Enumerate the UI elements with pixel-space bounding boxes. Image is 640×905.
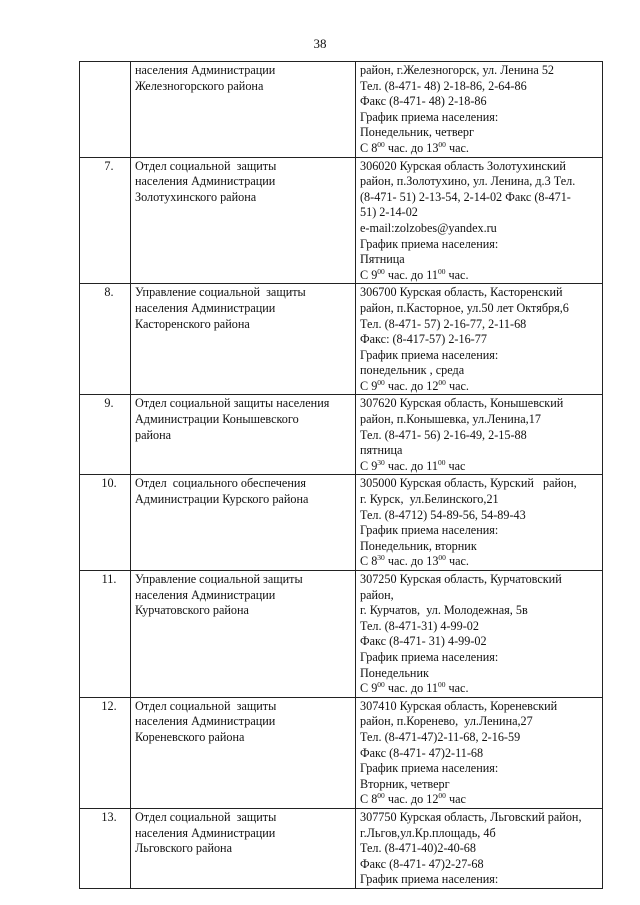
contact-line: Факс: (8-417-57) 2-16-77 <box>360 332 487 347</box>
contact-line: понедельник , среда <box>360 363 465 378</box>
hours-from-minutes: 00 <box>377 791 385 801</box>
office-name-cell <box>131 157 356 284</box>
contact-line: (8-471- 51) 2-13-54, 2-14-02 Факс (8-471- <box>360 189 571 204</box>
hours-to-hour: 11 <box>426 681 438 696</box>
contact-line: 307750 Курская область, Льговский район, <box>360 809 582 824</box>
office-name-line: Администрации Конышевского <box>135 412 299 427</box>
office-name-line: населения Администрации <box>135 300 276 315</box>
contact-line: 305000 Курская область, Курский район, <box>360 476 577 491</box>
row-number-cell <box>80 395 131 475</box>
contact-line: Понедельник, вторник <box>360 538 477 553</box>
contact-line: График приема населения: <box>360 109 499 124</box>
hours-separator: час. до <box>384 681 427 696</box>
row-number-cell <box>80 808 131 888</box>
hours-from-hour: 9 <box>371 458 378 473</box>
hours-suffix: час. <box>448 378 469 393</box>
table-body <box>80 62 603 889</box>
page-number: 38 <box>313 36 327 51</box>
office-name-line: Отдел социального обеспечения <box>135 476 306 491</box>
contact-line: График приема населения: <box>360 523 499 538</box>
office-name-line: Курчатовского района <box>135 603 249 618</box>
hours-suffix: час. <box>448 681 469 696</box>
reception-hours <box>360 268 598 284</box>
contact-line: 51) 2-14-02 <box>360 205 418 220</box>
office-contact-cell <box>356 808 603 888</box>
contact-line: Тел. (8-471-31) 4-99-02 <box>360 618 479 633</box>
office-name-line: Золотухинского района <box>135 189 257 204</box>
hours-suffix: час <box>448 458 466 473</box>
hours-from-minutes: 30 <box>377 457 385 467</box>
office-contact-cell <box>356 395 603 475</box>
hours-prefix: С <box>360 140 372 155</box>
row-number: 12. <box>101 698 117 713</box>
contact-line: 307410 Курская область, Кореневский <box>360 698 558 713</box>
hours-from-minutes: 00 <box>377 680 385 690</box>
contact-line: Тел. (8-471- 57) 2-16-77, 2-11-68 <box>360 316 527 331</box>
contact-line: Факс (8-471- 48) 2-18-86 <box>360 94 487 109</box>
social-protection-offices-table <box>79 61 603 889</box>
contact-line: Факс (8-471- 31) 4-99-02 <box>360 634 487 649</box>
hours-to-hour: 12 <box>426 378 439 393</box>
contact-line: Тел. (8-471-47)2-11-68, 2-16-59 <box>360 729 521 744</box>
row-number: 13. <box>101 809 117 824</box>
contact-line: Факс (8-471- 47)2-11-68 <box>360 745 484 760</box>
office-name-line: Льговского района <box>135 841 232 856</box>
hours-to-hour: 12 <box>426 792 439 807</box>
row-number-cell <box>80 157 131 284</box>
contact-line: район, г.Железногорск, ул. Ленина 52 <box>360 63 555 77</box>
office-name-line: Касторенского района <box>135 316 250 331</box>
contact-line: Тел. (8-471- 48) 2-18-86, 2-64-86 <box>360 78 527 93</box>
office-name-line: населения Администрации <box>135 587 276 602</box>
hours-prefix: С <box>360 792 372 807</box>
office-contact-cell <box>356 284 603 395</box>
hours-separator: час. до <box>384 458 427 473</box>
hours-to-hour: 11 <box>426 458 438 473</box>
office-contact-cell <box>356 697 603 808</box>
contact-line: г.Льгов,ул.Кр.площадь, 4б <box>360 825 496 840</box>
contact-line: 306700 Курская область, Касторенский <box>360 285 563 300</box>
reception-hours <box>360 792 598 808</box>
contact-line: район, <box>360 587 394 602</box>
contact-line: Понедельник, четверг <box>360 125 475 140</box>
hours-from-hour: 8 <box>371 792 378 807</box>
contact-line: г. Курчатов, ул. Молодежная, 5в <box>360 603 528 618</box>
hours-suffix: час. <box>448 554 469 569</box>
reception-hours <box>360 681 598 697</box>
office-name-cell <box>131 697 356 808</box>
hours-suffix: час. <box>448 140 469 155</box>
hours-prefix: С <box>360 458 372 473</box>
hours-separator: час. до <box>384 267 427 282</box>
contact-line: e-mail:zolzobes@yandex.ru <box>360 220 497 235</box>
office-name-line: Отдел социальной защиты <box>135 158 277 173</box>
table-row <box>80 157 603 284</box>
office-name-line: населения Администрации <box>135 63 276 77</box>
row-number-cell <box>80 697 131 808</box>
hours-from-hour: 9 <box>371 681 378 696</box>
row-number-cell <box>80 571 131 698</box>
contact-line: График приема населения: <box>360 236 499 251</box>
hours-to-minutes: 00 <box>438 139 446 149</box>
hours-prefix: С <box>360 378 372 393</box>
office-contact-cell <box>356 475 603 571</box>
office-name-line: Отдел социальной защиты населения <box>135 396 330 411</box>
row-number: 9. <box>104 396 114 411</box>
table-row <box>80 395 603 475</box>
table-row <box>80 808 603 888</box>
contact-line: 306020 Курская область Золотухинский <box>360 158 566 173</box>
table-row <box>80 284 603 395</box>
office-name-line: района <box>135 427 172 442</box>
row-number-cell <box>80 62 131 158</box>
hours-from-minutes: 00 <box>377 377 385 387</box>
hours-to-minutes: 00 <box>437 680 446 690</box>
row-number-cell <box>80 284 131 395</box>
hours-suffix: час. <box>448 267 469 282</box>
hours-from-minutes: 00 <box>377 139 385 149</box>
office-name-cell <box>131 475 356 571</box>
hours-prefix: С <box>360 681 372 696</box>
office-name-line: Управление социальной защиты <box>135 285 306 300</box>
contact-line: район, п.Золотухино, ул. Ленина, д.3 Тел. <box>360 174 576 189</box>
contact-line: Тел. (8-4712) 54-89-56, 54-89-43 <box>360 507 526 522</box>
hours-from-hour: 9 <box>371 267 378 282</box>
hours-from-hour: 9 <box>371 378 378 393</box>
table-row <box>80 475 603 571</box>
office-name-cell <box>131 571 356 698</box>
reception-hours <box>360 554 598 570</box>
hours-to-hour: 13 <box>426 140 439 155</box>
table-row <box>80 697 603 808</box>
hours-to-minutes: 00 <box>438 377 446 387</box>
hours-suffix: час <box>448 792 466 807</box>
hours-from-minutes: 30 <box>377 553 385 563</box>
contact-line: район, п.Коренево, ул.Ленина,27 <box>360 714 533 729</box>
office-contact-cell <box>356 157 603 284</box>
hours-to-minutes: 00 <box>438 553 446 563</box>
contact-line: пятница <box>360 443 403 458</box>
office-name-line: Кореневского района <box>135 729 245 744</box>
office-name-cell <box>131 395 356 475</box>
row-number: 8. <box>104 285 114 300</box>
hours-to-hour: 11 <box>426 267 438 282</box>
contact-line: График приема населения: <box>360 872 499 887</box>
contact-line: Пятница <box>360 252 405 267</box>
contact-line: 307620 Курская область, Конышевский <box>360 396 564 411</box>
reception-hours <box>360 141 598 157</box>
office-contact-cell <box>356 571 603 698</box>
office-name-line: населения Администрации <box>135 174 276 189</box>
hours-separator: час. до <box>384 140 427 155</box>
row-number: 11. <box>101 572 117 586</box>
reception-hours <box>360 379 598 395</box>
hours-from-hour: 8 <box>371 140 378 155</box>
hours-separator: час. до <box>384 378 427 393</box>
hours-to-minutes: 00 <box>438 791 446 801</box>
contact-line: г. Курск, ул.Белинского,21 <box>360 492 499 507</box>
contact-line: Вторник, четверг <box>360 776 450 791</box>
hours-from-minutes: 00 <box>377 266 385 276</box>
hours-prefix: С <box>360 554 372 569</box>
contact-line: График приема населения: <box>360 347 499 362</box>
office-name-cell <box>131 62 356 158</box>
contact-line: График приема населения: <box>360 649 499 664</box>
hours-from-hour: 8 <box>371 554 378 569</box>
office-name-line: населения Администрации <box>135 714 276 729</box>
contact-line: Факс (8-471- 47)2-27-68 <box>360 856 484 871</box>
row-number-cell <box>80 475 131 571</box>
contact-line: район, п.Касторное, ул.50 лет Октября,6 <box>360 300 569 315</box>
hours-to-hour: 13 <box>426 554 439 569</box>
office-name-line: населения Администрации <box>135 825 276 840</box>
office-name-line: Железногорского района <box>135 78 264 93</box>
office-name-line: Управление социальной защиты <box>135 572 303 586</box>
hours-separator: час. до <box>384 792 427 807</box>
office-name-cell <box>131 284 356 395</box>
table-row <box>80 571 603 698</box>
office-name-line: Отдел социальной защиты <box>135 698 277 713</box>
row-number: 7. <box>104 158 114 173</box>
office-name-cell <box>131 808 356 888</box>
contact-line: Тел. (8-471-40)2-40-68 <box>360 841 476 856</box>
office-name-line: Администрации Курского района <box>135 492 309 507</box>
hours-prefix: С <box>360 267 372 282</box>
office-name-line: Отдел социальной защиты <box>135 809 277 824</box>
hours-to-minutes: 00 <box>437 266 446 276</box>
contact-line: район, п.Конышевка, ул.Ленина,17 <box>360 412 541 427</box>
contact-line: 307250 Курская область, Курчатовский <box>360 572 562 586</box>
contact-line: Понедельник <box>360 665 429 680</box>
office-contact-cell <box>356 62 603 158</box>
hours-separator: час. до <box>384 554 427 569</box>
hours-to-minutes: 00 <box>437 457 446 467</box>
contact-line: Тел. (8-471- 56) 2-16-49, 2-15-88 <box>360 427 527 442</box>
contact-line: График приема населения: <box>360 761 499 776</box>
reception-hours <box>360 459 598 475</box>
row-number: 10. <box>101 476 117 491</box>
table-row <box>80 62 603 158</box>
